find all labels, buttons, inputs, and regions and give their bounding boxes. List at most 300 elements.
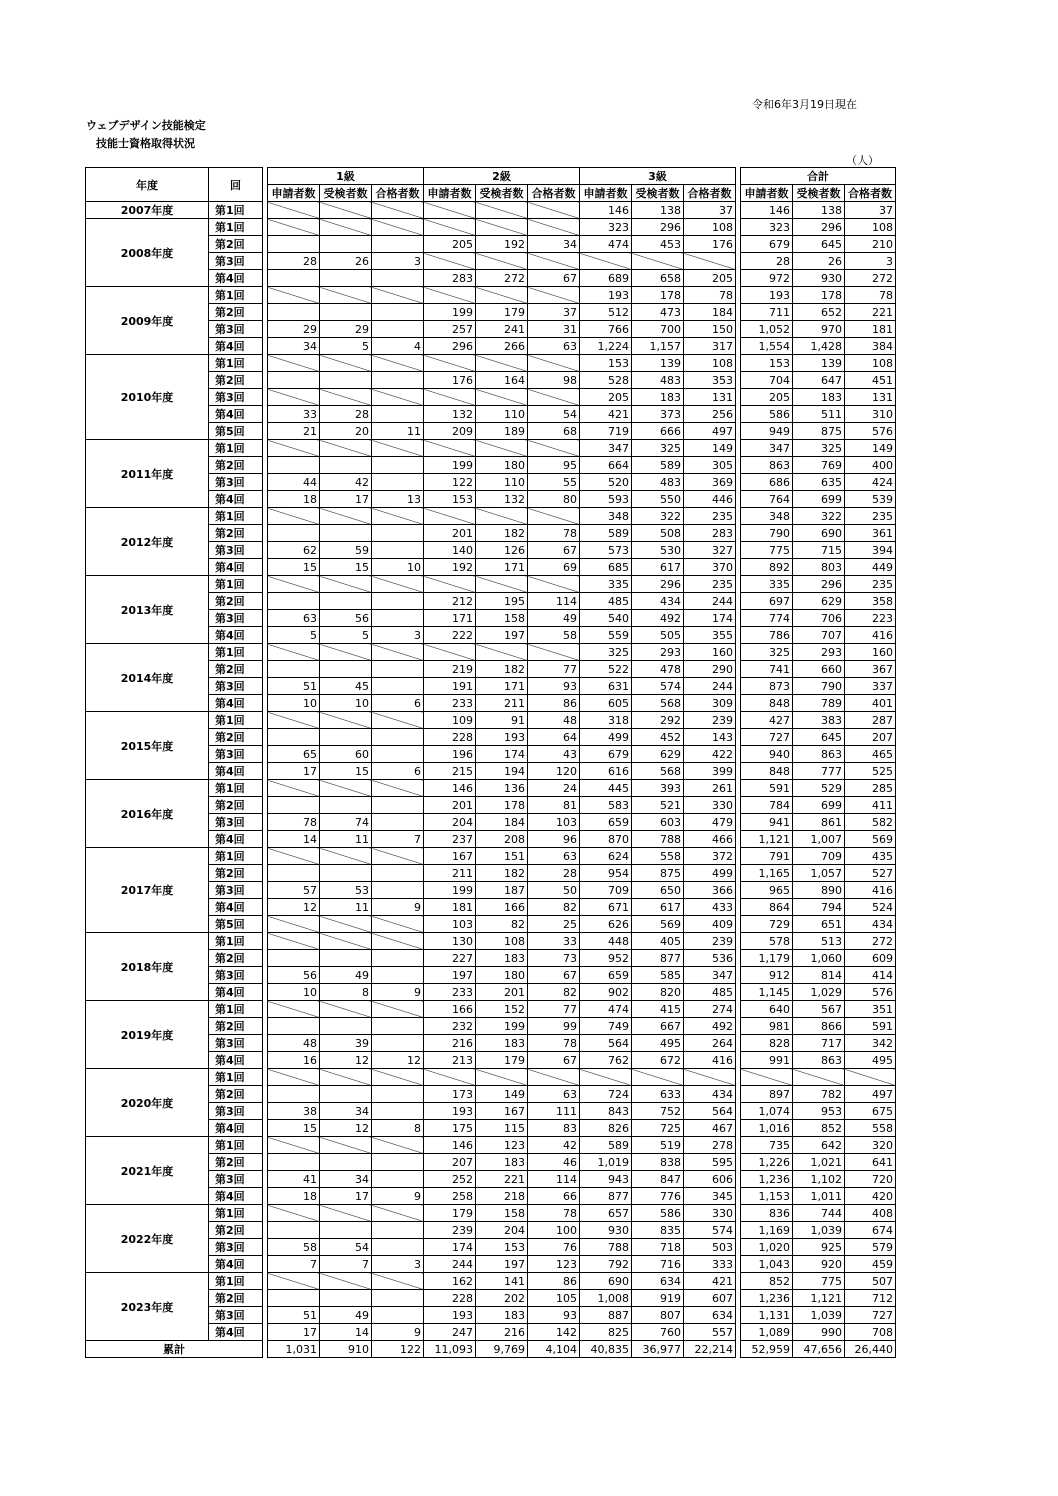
value-cell: 631 <box>580 678 632 695</box>
value-cell: 153 <box>424 491 476 508</box>
value-cell: 557 <box>684 1324 736 1341</box>
value-cell: 325 <box>632 440 684 457</box>
round-cell: 第3回 <box>209 474 263 491</box>
value-cell: 25 <box>528 916 580 933</box>
value-cell: 348 <box>580 508 632 525</box>
value-cell: 51 <box>268 678 320 695</box>
value-cell: 664 <box>580 457 632 474</box>
value-cell: 1,153 <box>741 1188 793 1205</box>
round-cell: 第1回 <box>209 287 263 304</box>
value-cell: 197 <box>476 627 528 644</box>
value-cell: 138 <box>632 202 684 219</box>
value-cell: 342 <box>845 1035 896 1052</box>
value-cell: 786 <box>741 627 793 644</box>
value-cell <box>320 525 372 542</box>
value-cell: 12 <box>268 899 320 916</box>
value-cell: 197 <box>424 967 476 984</box>
value-cell: 1,052 <box>741 321 793 338</box>
value-cell: 34 <box>268 338 320 355</box>
value-cell: 749 <box>580 1018 632 1035</box>
not-applicable-cell <box>320 508 372 525</box>
value-cell: 449 <box>845 559 896 576</box>
value-cell: 848 <box>741 763 793 780</box>
value-cell <box>320 865 372 882</box>
value-cell: 1,236 <box>741 1171 793 1188</box>
value-cell: 233 <box>424 695 476 712</box>
value-cell <box>320 1018 372 1035</box>
not-applicable-cell <box>320 287 372 304</box>
value-cell: 351 <box>845 1001 896 1018</box>
value-cell: 414 <box>845 967 896 984</box>
value-cell: 213 <box>424 1052 476 1069</box>
value-cell: 46 <box>528 1154 580 1171</box>
value-cell: 223 <box>845 610 896 627</box>
round-cell: 第2回 <box>209 372 263 389</box>
value-cell <box>268 661 320 678</box>
table-row <box>86 287 896 304</box>
round-cell: 第2回 <box>209 236 263 253</box>
value-cell: 109 <box>424 712 476 729</box>
value-cell: 897 <box>741 1086 793 1103</box>
value-cell: 110 <box>476 474 528 491</box>
table-row <box>86 219 896 236</box>
value-cell: 337 <box>845 678 896 695</box>
value-cell: 972 <box>741 270 793 287</box>
value-cell: 193 <box>476 729 528 746</box>
value-cell: 991 <box>741 1052 793 1069</box>
round-cell: 第4回 <box>209 1324 263 1341</box>
value-cell: 15 <box>320 559 372 576</box>
value-cell: 285 <box>845 780 896 797</box>
value-cell: 66 <box>528 1188 580 1205</box>
value-cell: 323 <box>580 219 632 236</box>
not-applicable-cell <box>320 780 372 797</box>
value-cell: 60 <box>320 746 372 763</box>
value-cell <box>372 304 424 321</box>
value-cell: 370 <box>684 559 736 576</box>
value-cell: 149 <box>845 440 896 457</box>
round-cell: 第3回 <box>209 389 263 406</box>
table-row <box>86 780 896 797</box>
value-cell: 503 <box>684 1239 736 1256</box>
value-cell: 18 <box>268 491 320 508</box>
not-applicable-cell <box>320 1069 372 1086</box>
value-cell <box>372 882 424 899</box>
value-cell: 42 <box>528 1137 580 1154</box>
value-cell: 199 <box>424 457 476 474</box>
value-cell <box>372 1086 424 1103</box>
value-cell: 421 <box>580 406 632 423</box>
value-cell: 49 <box>528 610 580 627</box>
not-applicable-cell <box>372 848 424 865</box>
value-cell: 143 <box>684 729 736 746</box>
round-cell: 第5回 <box>209 423 263 440</box>
value-cell: 641 <box>845 1154 896 1171</box>
subheader-cell: 申請者数 <box>580 185 632 202</box>
value-cell: 852 <box>793 1120 845 1137</box>
value-cell: 17 <box>268 1324 320 1341</box>
value-cell: 485 <box>684 984 736 1001</box>
value-cell: 7 <box>320 1256 372 1273</box>
not-applicable-cell <box>268 576 320 593</box>
value-cell: 12 <box>320 1120 372 1137</box>
value-cell: 126 <box>476 542 528 559</box>
value-cell: 762 <box>580 1052 632 1069</box>
value-cell: 158 <box>476 1205 528 1222</box>
value-cell: 191 <box>424 678 476 695</box>
value-cell: 146 <box>424 780 476 797</box>
year-header: 年度 <box>86 168 209 202</box>
not-applicable-cell <box>528 1069 580 1086</box>
value-cell: 4 <box>372 338 424 355</box>
value-cell: 14 <box>268 831 320 848</box>
value-cell: 210 <box>845 236 896 253</box>
year-cell: 2023年度 <box>86 1273 209 1341</box>
value-cell: 792 <box>580 1256 632 1273</box>
value-cell: 131 <box>684 389 736 406</box>
value-cell: 261 <box>684 780 736 797</box>
not-applicable-cell <box>424 576 476 593</box>
value-cell <box>372 814 424 831</box>
value-cell: 965 <box>741 882 793 899</box>
value-cell: 11 <box>320 899 372 916</box>
value-cell: 836 <box>741 1205 793 1222</box>
subheader-cell: 合格者数 <box>528 185 580 202</box>
value-cell: 28 <box>528 865 580 882</box>
value-cell: 1,039 <box>793 1307 845 1324</box>
value-cell: 17 <box>320 491 372 508</box>
round-cell: 第1回 <box>209 1205 263 1222</box>
value-cell: 1,179 <box>741 950 793 967</box>
value-cell: 393 <box>632 780 684 797</box>
value-cell: 21 <box>268 423 320 440</box>
value-cell: 164 <box>476 372 528 389</box>
value-cell: 201 <box>424 525 476 542</box>
value-cell: 1,224 <box>580 338 632 355</box>
subheader-cell: 受検者数 <box>320 185 372 202</box>
value-cell: 318 <box>580 712 632 729</box>
value-cell: 171 <box>476 678 528 695</box>
value-cell <box>268 797 320 814</box>
value-cell: 525 <box>845 763 896 780</box>
value-cell: 103 <box>424 916 476 933</box>
value-cell: 180 <box>476 457 528 474</box>
table-row <box>86 202 896 219</box>
value-cell: 67 <box>528 1052 580 1069</box>
subheader-cell: 合格者数 <box>845 185 896 202</box>
value-cell: 82 <box>528 899 580 916</box>
round-cell: 第1回 <box>209 508 263 525</box>
value-cell: 103 <box>528 814 580 831</box>
value-cell: 564 <box>684 1103 736 1120</box>
round-cell: 第5回 <box>209 916 263 933</box>
value-cell: 861 <box>793 814 845 831</box>
round-cell: 第3回 <box>209 746 263 763</box>
value-cell: 108 <box>684 219 736 236</box>
value-cell: 132 <box>424 406 476 423</box>
value-cell <box>268 304 320 321</box>
not-applicable-cell <box>320 644 372 661</box>
value-cell: 1,060 <box>793 950 845 967</box>
value-cell: 685 <box>580 559 632 576</box>
value-cell <box>372 661 424 678</box>
value-cell: 372 <box>684 848 736 865</box>
value-cell: 650 <box>632 882 684 899</box>
value-cell <box>320 950 372 967</box>
value-cell: 166 <box>424 1001 476 1018</box>
not-applicable-cell <box>268 1205 320 1222</box>
value-cell: 18 <box>268 1188 320 1205</box>
value-cell: 28 <box>268 253 320 270</box>
not-applicable-cell <box>320 1205 372 1222</box>
not-applicable-cell <box>372 916 424 933</box>
value-cell: 919 <box>632 1290 684 1307</box>
value-cell: 835 <box>632 1222 684 1239</box>
value-cell <box>320 661 372 678</box>
value-cell: 293 <box>632 644 684 661</box>
value-cell: 1,428 <box>793 338 845 355</box>
value-cell: 679 <box>580 746 632 763</box>
value-cell <box>268 1154 320 1171</box>
table-row <box>86 1069 896 1086</box>
value-cell: 420 <box>845 1188 896 1205</box>
value-cell: 576 <box>845 984 896 1001</box>
value-cell: 485 <box>580 593 632 610</box>
value-cell: 16 <box>268 1052 320 1069</box>
value-cell: 550 <box>632 491 684 508</box>
year-cell: 2010年度 <box>86 355 209 440</box>
value-cell: 233 <box>424 984 476 1001</box>
value-cell: 193 <box>424 1307 476 1324</box>
not-applicable-cell <box>372 712 424 729</box>
not-applicable-cell <box>684 253 736 270</box>
value-cell: 114 <box>528 1171 580 1188</box>
round-cell: 第3回 <box>209 1171 263 1188</box>
value-cell: 335 <box>741 576 793 593</box>
round-cell: 第2回 <box>209 865 263 882</box>
value-cell: 17 <box>268 763 320 780</box>
value-cell: 652 <box>793 304 845 321</box>
value-cell: 167 <box>476 1103 528 1120</box>
value-cell: 528 <box>580 372 632 389</box>
value-cell: 322 <box>793 508 845 525</box>
group-header-2: 2級 <box>424 168 580 185</box>
value-cell: 108 <box>476 933 528 950</box>
value-cell: 333 <box>684 1256 736 1273</box>
value-cell: 847 <box>632 1171 684 1188</box>
value-cell <box>372 678 424 695</box>
value-cell: 941 <box>741 814 793 831</box>
value-cell: 585 <box>632 967 684 984</box>
value-cell: 640 <box>741 1001 793 1018</box>
value-cell: 568 <box>632 695 684 712</box>
round-cell: 第3回 <box>209 678 263 695</box>
not-applicable-cell <box>476 219 528 236</box>
value-cell: 64 <box>528 729 580 746</box>
year-cell: 2017年度 <box>86 848 209 933</box>
value-cell: 568 <box>632 763 684 780</box>
value-cell: 93 <box>528 1307 580 1324</box>
not-applicable-cell <box>476 389 528 406</box>
value-cell: 674 <box>845 1222 896 1239</box>
value-cell: 686 <box>741 474 793 491</box>
value-cell: 345 <box>684 1188 736 1205</box>
year-cell: 2022年度 <box>86 1205 209 1273</box>
value-cell: 68 <box>528 423 580 440</box>
value-cell: 838 <box>632 1154 684 1171</box>
value-cell: 752 <box>632 1103 684 1120</box>
value-cell: 120 <box>528 763 580 780</box>
value-cell <box>268 525 320 542</box>
value-cell: 219 <box>424 661 476 678</box>
value-cell: 540 <box>580 610 632 627</box>
value-cell: 131 <box>845 389 896 406</box>
value-cell: 634 <box>684 1307 736 1324</box>
round-cell: 第1回 <box>209 780 263 797</box>
value-cell: 193 <box>741 287 793 304</box>
round-cell: 第3回 <box>209 253 263 270</box>
round-cell: 第1回 <box>209 355 263 372</box>
value-cell <box>372 321 424 338</box>
round-cell: 第2回 <box>209 729 263 746</box>
year-cell: 2021年度 <box>86 1137 209 1205</box>
value-cell: 788 <box>580 1239 632 1256</box>
round-cell: 第1回 <box>209 712 263 729</box>
not-applicable-cell <box>268 202 320 219</box>
value-cell: 110 <box>476 406 528 423</box>
value-cell: 699 <box>793 491 845 508</box>
not-applicable-cell <box>424 440 476 457</box>
value-cell: 37 <box>845 202 896 219</box>
value-cell: 258 <box>424 1188 476 1205</box>
value-cell: 43 <box>528 746 580 763</box>
value-cell <box>372 746 424 763</box>
value-cell: 609 <box>845 950 896 967</box>
value-cell: 227 <box>424 950 476 967</box>
value-cell: 990 <box>793 1324 845 1341</box>
value-cell: 272 <box>845 933 896 950</box>
value-cell <box>320 1086 372 1103</box>
value-cell: 182 <box>476 865 528 882</box>
round-cell: 第4回 <box>209 559 263 576</box>
not-applicable-cell <box>528 219 580 236</box>
value-cell <box>372 610 424 627</box>
not-applicable-cell <box>268 916 320 933</box>
round-cell: 第2回 <box>209 1222 263 1239</box>
not-applicable-cell <box>268 780 320 797</box>
value-cell: 257 <box>424 321 476 338</box>
value-cell: 204 <box>424 814 476 831</box>
not-applicable-cell <box>424 355 476 372</box>
value-cell: 67 <box>528 967 580 984</box>
year-cell: 2007年度 <box>86 202 209 219</box>
value-cell: 647 <box>793 372 845 389</box>
value-cell: 707 <box>793 627 845 644</box>
round-cell: 第2回 <box>209 1018 263 1035</box>
value-cell: 26 <box>793 253 845 270</box>
value-cell: 492 <box>632 610 684 627</box>
value-cell: 5 <box>320 338 372 355</box>
not-applicable-cell <box>424 1069 476 1086</box>
total-label: 累計 <box>86 1341 263 1358</box>
not-applicable-cell <box>372 1069 424 1086</box>
value-cell: 943 <box>580 1171 632 1188</box>
value-cell: 235 <box>845 576 896 593</box>
round-cell: 第4回 <box>209 899 263 916</box>
value-cell: 76 <box>528 1239 580 1256</box>
year-cell: 2020年度 <box>86 1069 209 1137</box>
value-cell: 5 <box>268 627 320 644</box>
results-table <box>85 167 896 1358</box>
value-cell: 495 <box>632 1035 684 1052</box>
value-cell: 711 <box>741 304 793 321</box>
value-cell <box>372 236 424 253</box>
value-cell: 492 <box>684 1018 736 1035</box>
value-cell: 274 <box>684 1001 736 1018</box>
not-applicable-cell <box>424 287 476 304</box>
value-cell: 709 <box>793 848 845 865</box>
value-cell <box>372 950 424 967</box>
value-cell: 478 <box>632 661 684 678</box>
value-cell: 123 <box>476 1137 528 1154</box>
value-cell: 629 <box>632 746 684 763</box>
not-applicable-cell <box>424 219 476 236</box>
value-cell: 659 <box>580 814 632 831</box>
value-cell: 709 <box>580 882 632 899</box>
value-cell: 422 <box>684 746 736 763</box>
value-cell: 122 <box>424 474 476 491</box>
value-cell: 327 <box>684 542 736 559</box>
value-cell: 902 <box>580 984 632 1001</box>
value-cell: 912 <box>741 967 793 984</box>
not-applicable-cell <box>476 253 528 270</box>
year-cell: 2014年度 <box>86 644 209 712</box>
value-cell: 697 <box>741 593 793 610</box>
value-cell: 58 <box>528 627 580 644</box>
round-cell: 第2回 <box>209 1290 263 1307</box>
value-cell: 63 <box>528 1086 580 1103</box>
round-header: 回 <box>209 168 263 202</box>
value-cell: 50 <box>528 882 580 899</box>
not-applicable-cell <box>372 389 424 406</box>
value-cell: 39 <box>320 1035 372 1052</box>
value-cell: 292 <box>632 712 684 729</box>
value-cell: 86 <box>528 1273 580 1290</box>
value-cell: 635 <box>793 474 845 491</box>
value-cell <box>372 525 424 542</box>
value-cell: 222 <box>424 627 476 644</box>
value-cell: 825 <box>580 1324 632 1341</box>
value-cell: 34 <box>320 1103 372 1120</box>
value-cell: 296 <box>424 338 476 355</box>
value-cell: 13 <box>372 491 424 508</box>
value-cell: 105 <box>528 1290 580 1307</box>
value-cell: 863 <box>793 746 845 763</box>
value-cell: 139 <box>793 355 845 372</box>
year-cell: 2008年度 <box>86 219 209 287</box>
value-cell: 1,157 <box>632 338 684 355</box>
value-cell: 34 <box>320 1171 372 1188</box>
not-applicable-cell <box>372 1001 424 1018</box>
value-cell: 192 <box>424 559 476 576</box>
not-applicable-cell <box>528 644 580 661</box>
not-applicable-cell <box>476 576 528 593</box>
round-cell: 第3回 <box>209 542 263 559</box>
value-cell: 1,011 <box>793 1188 845 1205</box>
value-cell: 358 <box>845 593 896 610</box>
value-cell: 527 <box>845 865 896 882</box>
round-cell: 第4回 <box>209 984 263 1001</box>
